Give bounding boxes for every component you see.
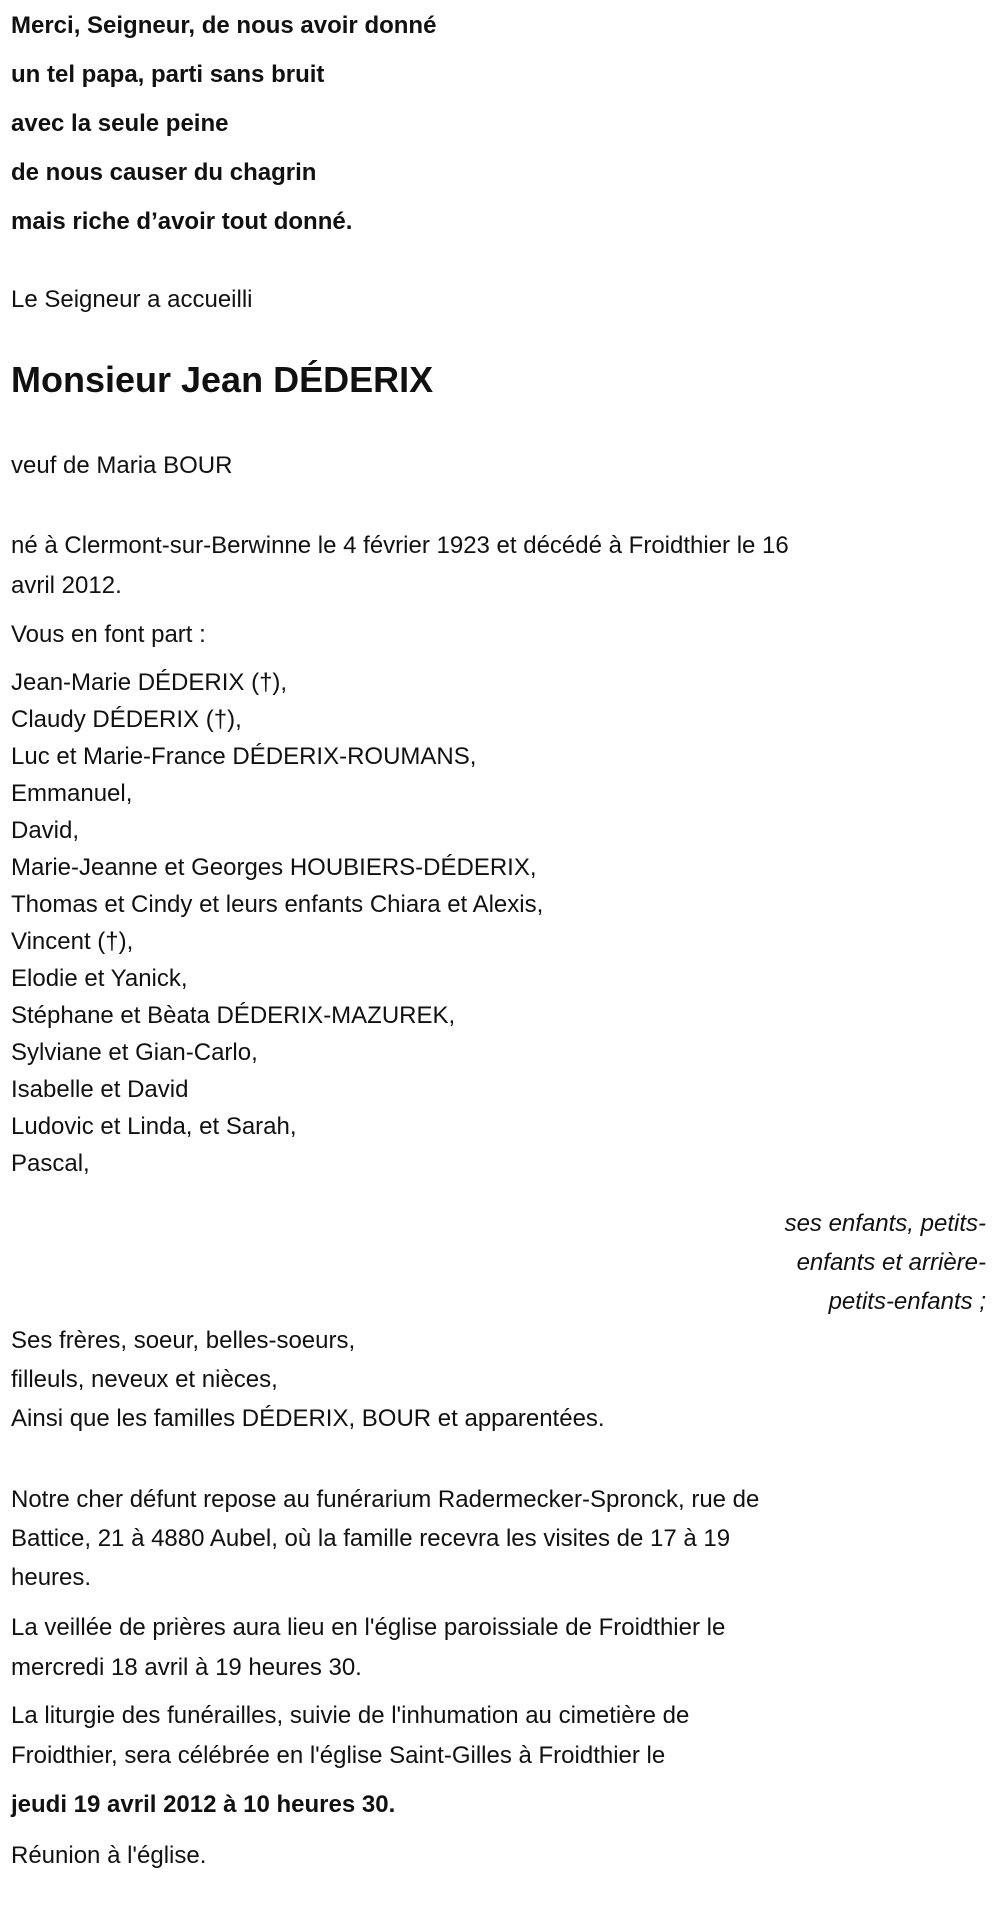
liturgy-line: Froidthier, sera célébrée en l'église Saint-Gilles à Froidthier le [11, 1742, 666, 1769]
list-item: Claudy DÉDERIX (†), [11, 706, 242, 733]
meeting-text: Réunion à l'église. [11, 1842, 207, 1869]
visitation-line: heures. [11, 1564, 92, 1591]
vigil-info [11, 1608, 988, 1688]
list-item: Thomas et Cindy et leurs enfants Chiara et Alexis, [11, 891, 544, 918]
poem [11, 1, 988, 246]
vigil-line: mercredi 18 avril à 19 heures 30. [11, 1654, 362, 1681]
list-item: Stéphane et Bèata DÉDERIX-MAZUREK, [11, 1002, 456, 1029]
list-item: Isabelle et David [11, 1076, 189, 1103]
list-item: Pascal, [11, 1150, 90, 1177]
liturgy-info [11, 1696, 988, 1776]
poem-line: de nous causer du chagrin [11, 159, 317, 186]
funeral-date: jeudi 19 avril 2012 à 10 heures 30. [11, 1791, 396, 1818]
deceased-name: Monsieur Jean DÉDERIX [11, 359, 434, 400]
poem-line: mais riche d’avoir tout donné. [11, 208, 353, 235]
poem-line: Merci, Seigneur, de nous avoir donné [11, 12, 437, 39]
widower-text: veuf de Maria BOUR [11, 452, 233, 479]
liturgy-line: La liturgie des funérailles, suivie de l'inhumation au cimetière de [11, 1702, 690, 1729]
poem-line: avec la seule peine [11, 110, 229, 137]
vigil-line: La veillée de prières aura lieu en l'église paroissiale de Froidthier le [11, 1614, 726, 1641]
relatives-line: Ainsi que les familles DÉDERIX, BOUR et apparentées. [11, 1405, 605, 1432]
list-item: Vincent (†), [11, 928, 134, 955]
relation-line: enfants et arrière- [796, 1249, 986, 1276]
intro-text: Le Seigneur a accueilli [11, 286, 253, 313]
list-item: Sylviane et Gian-Carlo, [11, 1039, 258, 1066]
announce-text: Vous en font part : [11, 621, 206, 648]
relatives-line: Ses frères, soeur, belles-soeurs, [11, 1327, 356, 1354]
list-item: Ludovic et Linda, et Sarah, [11, 1113, 297, 1140]
visitation-line: Notre cher défunt repose au funérarium Radermecker-Spronck, rue de [11, 1486, 760, 1513]
list-item: Emmanuel, [11, 780, 133, 807]
list-item: Marie-Jeanne et Georges HOUBIERS-DÉDERIX, [11, 854, 537, 881]
birth-line: avril 2012. [11, 572, 122, 599]
visitation-info [11, 1480, 988, 1597]
relation-note [785, 1204, 986, 1321]
relatives-line: filleuls, neveux et nièces, [11, 1366, 278, 1393]
relation-line: ses enfants, petits- [784, 1210, 986, 1237]
list-item: Luc et Marie-France DÉDERIX-ROUMANS, [11, 743, 477, 770]
visitation-line: Battice, 21 à 4880 Aubel, où la famille recevra les visites de 17 à 19 [11, 1525, 731, 1552]
list-item: Jean-Marie DÉDERIX (†), [11, 669, 288, 696]
list-item: Elodie et Yanick, [11, 965, 188, 992]
poem-line: un tel papa, parti sans bruit [11, 61, 325, 88]
birth-line: né à Clermont-sur-Berwinne le 4 février 1923 et décédé à Froidthier le 16 [11, 532, 789, 559]
family-list [11, 664, 988, 1182]
relation-line: petits-enfants ; [828, 1288, 986, 1315]
birth-death [11, 526, 988, 606]
other-relatives [11, 1321, 988, 1438]
list-item: David, [11, 817, 80, 844]
